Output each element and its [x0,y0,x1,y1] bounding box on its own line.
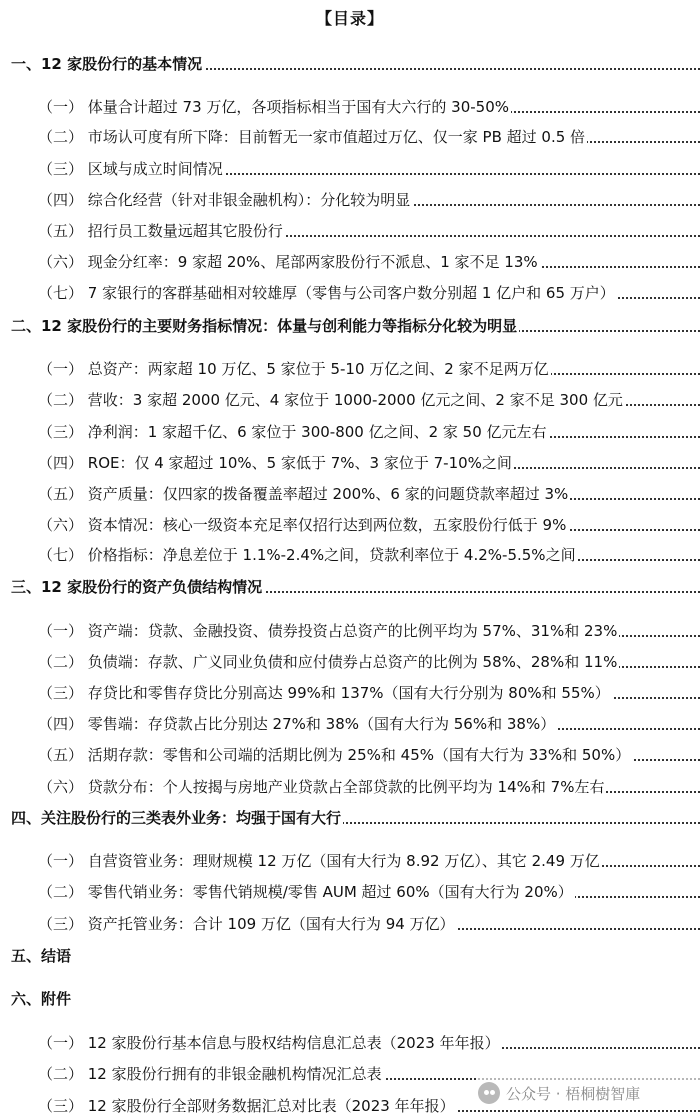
toc-entry-text: （三） 存贷比和零售存贷比分别高达 99%和 137%（国有大行分别为 80%和 55%） [38,684,610,702]
toc-entry-text: （一） 12 家股份行基本信息与股权结构信息汇总表（2023 年年报） [38,1034,500,1052]
toc-entry[interactable] [38,620,700,642]
toc-section-1[interactable] [11,53,700,75]
wechat-icon [478,1082,500,1104]
toc-entry[interactable] [38,776,700,798]
toc-entry-text: （六） 现金分红率：9 家超 20%、尾部两家股份行不派息、1 家不足 13% [38,253,538,271]
toc-entry-text: （二） 营收：3 家超 2000 亿元、4 家位于 1000-2000 亿元之间、2 家不足 300 亿元 [38,391,623,409]
toc-entry[interactable] [38,713,700,735]
toc-entry[interactable] [38,189,700,211]
toc-entry-text: 四、关注股份行的三类表外业务：均强于国有大行 [11,809,342,827]
toc-entry[interactable] [38,282,700,304]
toc-entry-text: （四） 综合化经营（针对非银金融机构）：分化较为明显 [38,191,411,209]
toc-entry-text: （五） 招行员工数量远超其它股份行 [38,222,283,240]
toc-entry[interactable] [38,651,700,673]
watermark-text: 公众号 · 梧桐樹智庫 [506,1084,641,1103]
toc-entry-text: （六） 资本情况：核心一级资本充足率仅招行达到两位数，五家股份行低于 9% [38,516,567,534]
toc-entry-text: 六、附件 [11,990,72,1008]
toc-entry[interactable] [38,126,700,148]
toc-entry-text: （二） 12 家股份行拥有的非银金融机构情况汇总表 [38,1065,382,1083]
toc-entry[interactable] [38,421,700,443]
toc-entry-text: 二、12 家股份行的主要财务指标情况：体量与创利能力等指标分化较为明显 [11,317,518,335]
toc-entry-text: （一） 体量合计超过 73 万亿，各项指标相当于国有大六行的 30-50% [38,98,510,116]
toc-entry-text: 一、12 家股份行的基本情况 [11,55,203,73]
toc-entry[interactable] [38,1032,700,1054]
toc-entry[interactable] [38,514,700,536]
toc-entry-text: （六） 贷款分布：个人按揭与房地产业贷款占全部贷款的比例平均为 14%和 7%左右 [38,778,605,796]
toc-entry[interactable] [38,158,700,180]
toc-entry-text: （二） 零售代销业务：零售代销规模/零售 AUM 超过 60%（国有大行为 20%） [38,883,573,901]
toc-entry[interactable] [38,682,700,704]
toc-entry[interactable] [38,251,700,273]
toc-entry-text: 五、结语 [11,947,72,965]
toc-entry-text: （三） 净利润：1 家超千亿、6 家位于 300-800 亿之间、2 家 50 亿元左右 [38,423,547,441]
toc-entry[interactable] [38,850,700,872]
toc-entry-text: （三） 资产托管业务：合计 109 万亿（国有大行为 94 万亿） [38,915,455,933]
toc-entry-text: （三） 区域与成立时间情况 [38,160,223,178]
toc-entry[interactable] [38,220,700,242]
toc-entry-text: （四） ROE：仅 4 家超过 10%、5 家低于 7%、3 家位于 7-10%之间 [38,454,512,472]
toc-entry[interactable] [38,913,700,935]
toc-entry-text: （一） 资产端：贷款、金融投资、债券投资占总资产的比例平均为 57%、31%和 23% [38,622,618,640]
toc-entry-text: （一） 自营资管业务：理财规模 12 万亿（国有大行为 8.92 万亿）、其它 2.49 万亿 [38,852,600,870]
toc-entry-text: 三、12 家股份行的资产负债结构情况 [11,578,263,596]
toc-section-2[interactable] [11,315,700,337]
toc-entry[interactable] [38,96,700,118]
toc-entry[interactable] [38,744,700,766]
toc-entry-text: （七） 价格指标：净息差位于 1.1%-2.4%之间，贷款利率位于 4.2%-5.5%之间 [38,546,576,564]
toc-entry-text: （二） 负债端：存款、广义同业负债和应付债券占总资产的比例为 58%、28%和 11% [38,653,618,671]
toc-entry-text: （四） 零售端：存贷款占比分别达 27%和 38%（国有大行为 56%和 38%） [38,715,556,733]
page-title: 【目录】 [315,9,384,28]
toc-entry[interactable] [38,452,700,474]
toc-entry-text: （七） 7 家银行的客群基础相对较雄厚（零售与公司客户数分别超 1 亿户和 65 万户） [38,284,615,302]
toc-entry-text: （五） 资产质量：仅四家的拨备覆盖率超过 200%、6 家的问题贷款率超过 3% [38,485,569,503]
toc-section-3[interactable] [11,576,700,598]
toc-section-4[interactable] [11,807,700,829]
toc-entry-text: （五） 活期存款：零售和公司端的活期比例为 25%和 45%（国有大行为 33%和 50%） [38,746,631,764]
toc-entry-text: （二） 市场认可度有所下降：目前暂无一家市值超过万亿、仅一家 PB 超过 0.5 倍 [38,128,586,146]
toc-entry[interactable] [38,483,700,505]
toc-section-6[interactable] [11,988,700,1010]
toc-section-5[interactable] [11,945,700,967]
toc-entry[interactable] [38,389,700,411]
toc-entry-text: （三） 12 家股份行全部财务数据汇总对比表（2023 年年报） [38,1097,455,1115]
watermark [478,1078,700,1108]
toc-entry-text: （一） 总资产：两家超 10 万亿、5 家位于 5-10 万亿之间、2 家不足两万亿 [38,360,549,378]
toc-entry[interactable] [38,544,700,566]
toc-entry[interactable] [38,358,700,380]
toc-entry[interactable] [38,881,700,903]
